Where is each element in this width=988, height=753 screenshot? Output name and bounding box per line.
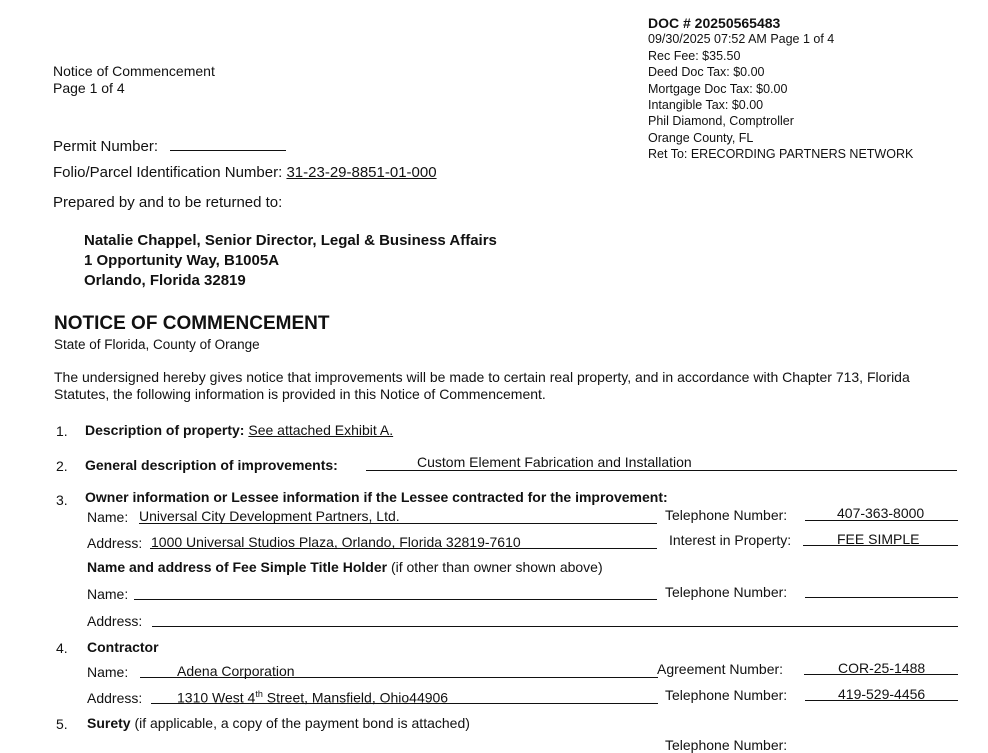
header-title: Notice of Commencement [53, 63, 215, 79]
prepared-line-1: Natalie Chappel, Senior Director, Legal & Business Affairs [84, 232, 497, 249]
doc-number: DOC # 20250565483 [648, 15, 781, 31]
document-header [53, 63, 215, 97]
contractor-address-value [177, 689, 448, 706]
surety-tel-label: Telephone Number: [665, 737, 788, 753]
item-4-number: 4. [56, 640, 68, 656]
header-page: Page 1 of 4 [53, 80, 125, 96]
item-2-value: Custom Element Fabrication and Installation [417, 454, 692, 470]
fee-holder-note: (if other than owner shown above) [387, 559, 603, 575]
recording-stamp [648, 15, 913, 163]
fee-name-underline [134, 599, 657, 600]
item-2-underline [366, 470, 957, 471]
intangible-tax: Intangible Tax: $0.00 [648, 98, 764, 113]
item-1-row [85, 422, 393, 438]
fee-holder-row [87, 559, 603, 575]
comptroller: Phil Diamond, Comptroller [648, 114, 794, 129]
contractor-name-value: Adena Corporation [177, 663, 295, 679]
prepared-label: Prepared by and to be returned to: [53, 194, 283, 211]
deed-doc-tax: Deed Doc Tax: $0.00 [648, 65, 765, 80]
interest-label: Interest in Property: [669, 532, 792, 548]
item-1-label: Description of property: [85, 422, 245, 438]
prepared-address [84, 231, 497, 291]
contractor-address-label: Address: [87, 690, 143, 706]
owner-name-label: Name: [87, 509, 129, 525]
owner-address-value: 1000 Universal Studios Plaza, Orlando, Florida 32819-7610 [151, 534, 521, 550]
item-3-number: 3. [56, 492, 68, 508]
item-2-number: 2. [56, 458, 68, 474]
owner-name-value: Universal City Development Partners, Ltd. [139, 508, 400, 524]
agreement-value: COR-25-1488 [838, 660, 926, 676]
item-5-note: (if applicable, a copy of the payment bond is attached) [130, 715, 470, 731]
prepared-line-3: Orlando, Florida 32819 [84, 272, 246, 289]
folio-label: Folio/Parcel Identification Number: [53, 164, 283, 181]
county: Orange County, FL [648, 130, 754, 145]
fee-holder-label: Name and address of Fee Simple Title Holder [87, 559, 388, 575]
folio-row [53, 164, 437, 181]
fee-tel-underline [805, 597, 958, 598]
address-superscript: th [255, 689, 263, 699]
item-3-label: Owner information or Lessee information if the Lessee contracted for the improvement: [85, 489, 668, 505]
owner-address-label: Address: [87, 535, 143, 551]
return-to: Ret To: ERECORDING PARTNERS NETWORK [648, 147, 914, 162]
address-remainder: Street, Mansfield, Ohio44906 [262, 689, 449, 706]
item-1-number: 1. [56, 423, 68, 439]
item-4-label: Contractor [87, 639, 159, 655]
item-5-row [87, 715, 470, 731]
notice-subtitle: State of Florida, County of Orange [54, 337, 260, 352]
owner-tel-label: Telephone Number: [665, 507, 788, 523]
address-number-street: 1310 West 4 [177, 689, 256, 706]
fee-address-underline [152, 626, 958, 627]
contractor-tel-value: 419-529-4456 [838, 686, 926, 702]
agreement-label: Agreement Number: [657, 661, 784, 677]
item-1-value: See attached Exhibit A. [248, 422, 394, 438]
record-date: 09/30/2025 07:52 AM Page 1 of 4 [648, 32, 835, 47]
contractor-name-label: Name: [87, 664, 129, 680]
permit-label: Permit Number: [53, 138, 159, 155]
rec-fee: Rec Fee: $35.50 [648, 48, 741, 63]
prepared-line-2: 1 Opportunity Way, B1005A [84, 252, 280, 269]
fee-name-label: Name: [87, 586, 129, 602]
owner-tel-value: 407-363-8000 [837, 505, 925, 521]
item-5-number: 5. [56, 716, 68, 732]
permit-number-row [53, 136, 286, 155]
item-2-label: General description of improvements: [85, 457, 338, 473]
notice-title: NOTICE OF COMMENCEMENT [54, 313, 330, 334]
permit-blank [170, 136, 286, 151]
contractor-tel-label: Telephone Number: [665, 687, 788, 703]
fee-address-label: Address: [87, 613, 143, 629]
fee-tel-label: Telephone Number: [665, 584, 788, 600]
interest-value: FEE SIMPLE [837, 531, 920, 547]
folio-value: 31-23-29-8851-01-000 [286, 164, 437, 181]
item-5-label: Surety [87, 715, 131, 731]
mortgage-doc-tax: Mortgage Doc Tax: $0.00 [648, 81, 788, 96]
notice-paragraph: The undersigned hereby gives notice that improvements will be made to certain real property, and in accordance with Chapter 713, Florida Statutes, the following information is provided in this Notice of Commencement. [54, 369, 910, 402]
